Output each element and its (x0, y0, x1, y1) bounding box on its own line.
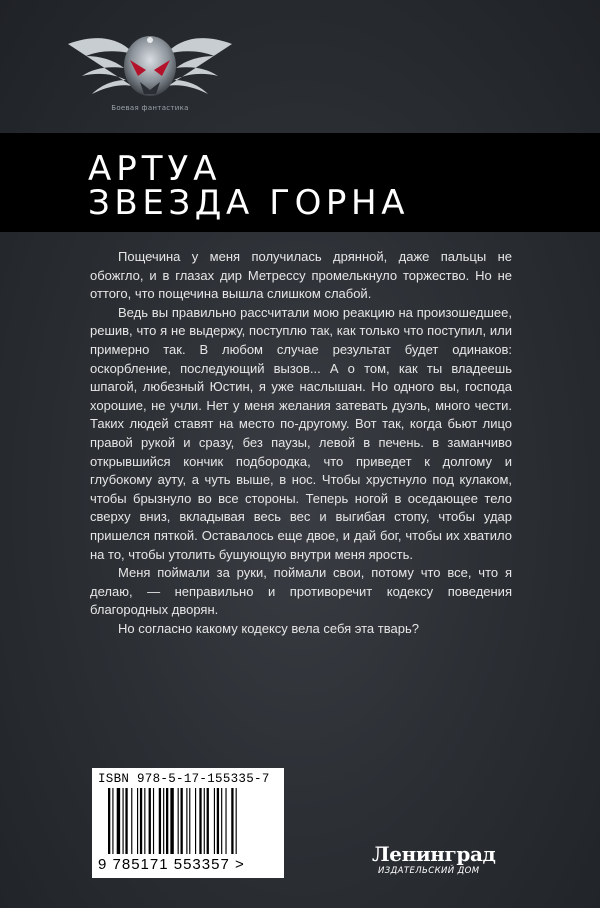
blurb-paragraph: Пощечина у меня получилась дрянной, даже пальцы не обожгло, и в глазах дир Метрессу промелькнуло торжество. Но не оттого, что пощечина вышла слишком слабой. (90, 249, 512, 302)
series-logo (60, 10, 240, 115)
book-author: АРТУА (88, 149, 222, 189)
isbn-barcode-block (92, 768, 284, 878)
isbn-label: ISBN 978-5-17-155335-7 (98, 772, 270, 786)
barcode-digits: 9 785171 553357 > (98, 856, 245, 873)
blurb-paragraph: Ведь вы правильно рассчитали мою реакцию на произошедшее, решив, что я не выдержу, поступлю так, как только что поступил, или примерно так. В любом случае результат будет одинаков: оскорбление, последующий вызов... А о том, как ты владеешь шпагой, любезный Юстин, я уже наслышан. Но одного вы, господа хорошие, не учли. Нет у меня желания затевать дуэль, много чести. Таких людей ставят на место по-другому. Вот так, когда бьют лицо правой рукой и сразу, без паузы, левой в печень. в заманчиво открывшийся кончик подбородка, что приведет к долгому и глубокому ауту, а чуть выше, в нос. Чтобы хрустнуло под кулаком, чтобы брызнуло во все стороны. Теперь ногой в оседающее тело сверху вниз, вкладывая весь вес и выгибая стопу, чтобы удар пришелся пяткой. Оставалось еще двое, и дай бог, чтобы их хватило на то, чтобы утолить бушующую внутри меня ярость. (90, 304, 512, 562)
blurb-paragraph: Но согласно какому кодексу вела себя эта тварь? (118, 620, 419, 636)
series-logo-caption: Боевая фантастика (111, 104, 189, 112)
publisher-logo (372, 842, 508, 882)
publisher-name: Ленинград (372, 842, 496, 866)
back-cover-blurb (90, 248, 512, 638)
book-title: ЗВЕЗДА ГОРНА (88, 183, 410, 223)
publisher-subtitle: ИЗДАТЕЛЬСКИЙ ДОМ (378, 866, 480, 876)
winged-skull-emblem-icon (60, 10, 240, 115)
barcode-icon (108, 788, 278, 856)
blurb-paragraph: Меня поймали за руки, поймали свои, потому что все, что я делаю, — неправильно и противоречит кодексу поведения благородных дворян. (90, 565, 512, 618)
